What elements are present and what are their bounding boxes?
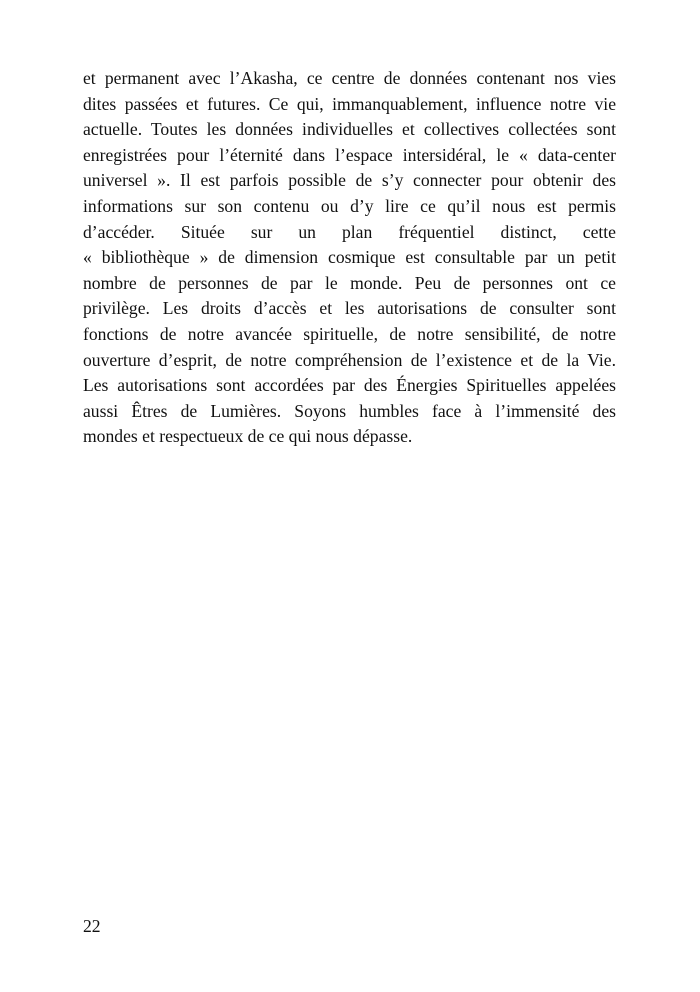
paragraph-line: nombre de personnes de par le monde. Peu de personnes ont ce bbox=[83, 272, 616, 293]
body-paragraph bbox=[83, 66, 616, 450]
paragraph-line: mondes et respectueux de ce qui nous dépasse. bbox=[83, 426, 413, 447]
paragraph-line: privilège. Les droits d’accès et les autorisations de consulter sont bbox=[83, 298, 616, 319]
paragraph-line: universel ». Il est parfois possible de s’y connecter pour obtenir des bbox=[83, 170, 616, 191]
paragraph-line: fonctions de notre avancée spirituelle, de notre sensibilité, de notre bbox=[83, 323, 616, 344]
paragraph-line: « bibliothèque » de dimension cosmique est consultable par un petit bbox=[83, 247, 616, 268]
paragraph-line: et permanent avec l’Akasha, ce centre de données contenant nos vies bbox=[83, 68, 616, 88]
paragraph-line: ouverture d’esprit, de notre compréhension de l’existence et de la Vie. bbox=[83, 349, 616, 370]
page-number: 22 bbox=[83, 916, 101, 936]
paragraph-line: Les autorisations sont accordées par des Énergies Spirituelles appelées bbox=[83, 375, 616, 396]
paragraph-line: dites passées et futures. Ce qui, immanquablement, influence notre vie bbox=[83, 93, 616, 114]
paragraph-line: informations sur son contenu ou d’y lire ce qu’il nous est permis bbox=[83, 195, 616, 216]
paragraph-line: enregistrées pour l’éternité dans l’espace intersidéral, le « data-center bbox=[83, 144, 616, 165]
paragraph-line: d’accéder. Située sur un plan fréquentiel distinct, cette bbox=[83, 221, 616, 242]
paragraph-line: aussi Êtres de Lumières. Soyons humbles face à l’immensité des bbox=[83, 400, 616, 421]
paragraph-line: actuelle. Toutes les données individuelles et collectives collectées sont bbox=[83, 119, 616, 140]
